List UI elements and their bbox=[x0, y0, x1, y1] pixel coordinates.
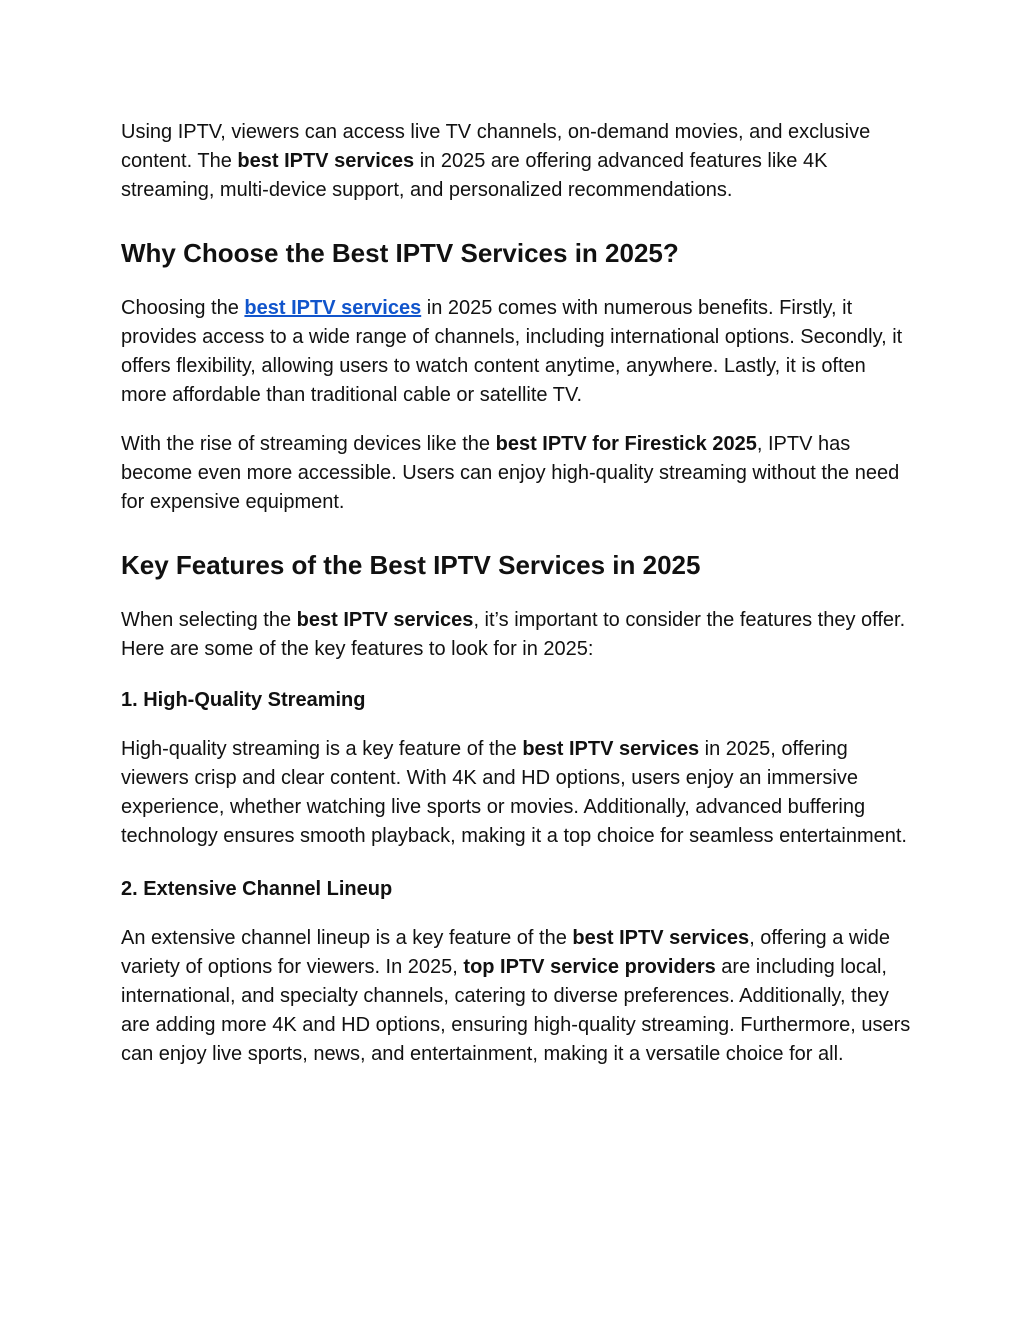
why-paragraph-1 bbox=[121, 294, 911, 410]
why-p1-text-2: in 2025 comes with numerous benefits. Firstly, it provides access to a wide range of channels, including international options. Secondly, it offers flexibility, allowing users to watch content anytime, anywhere. Lastly, it is often more affordable than traditional cable or satellite TV. bbox=[121, 297, 903, 406]
sub1-bold-text: best IPTV services bbox=[522, 738, 700, 760]
key-features-intro-paragraph bbox=[121, 606, 911, 664]
key-p1-bold-text: best IPTV services bbox=[296, 609, 474, 631]
intro-text-1: Using IPTV, viewers can access live TV channels, on-demand movies, and exclusive content. The bbox=[121, 121, 871, 172]
key-p1-text-2: , it’s important to consider the features they offer. Here are some of the key features to look for in 2025: bbox=[121, 609, 906, 660]
best-iptv-services-link[interactable]: best IPTV services bbox=[244, 297, 422, 319]
key-p1-text-1: When selecting the bbox=[121, 609, 297, 631]
intro-text-2: in 2025 are offering advanced features like 4K streaming, multi-device support, and personalized recommendations. bbox=[121, 150, 828, 201]
sub2-bold-text-2: top IPTV service providers bbox=[463, 956, 716, 978]
sub2-text-2: , offering a wide variety of options for viewers. In 2025, bbox=[121, 927, 891, 978]
sub1-text-1: High-quality streaming is a key feature of the bbox=[121, 738, 523, 760]
subheading-extensive-channel-lineup: 2. Extensive Channel Lineup bbox=[121, 878, 393, 900]
document-page bbox=[121, 118, 911, 1069]
why-p2-text-1: With the rise of streaming devices like the bbox=[121, 433, 496, 455]
why-paragraph-2 bbox=[121, 430, 911, 517]
high-quality-streaming-paragraph bbox=[121, 735, 911, 851]
subheading-high-quality-streaming: 1. High-Quality Streaming bbox=[121, 689, 366, 711]
sub2-text-3: are including local, international, and specialty channels, catering to diverse preferences. Additionally, they are adding more 4K and HD options, ensuring high-quality streaming. Furthermore, users can enjoy live sports, news, and entertainment, making it a versatile choice for all. bbox=[121, 956, 911, 1065]
section-heading-key-features: Key Features of the Best IPTV Services in 2025 bbox=[121, 550, 701, 580]
sub2-bold-text-1: best IPTV services bbox=[572, 927, 750, 949]
why-p1-text-1: Choosing the bbox=[121, 297, 245, 319]
why-p2-bold-text: best IPTV for Firestick 2025 bbox=[495, 433, 757, 455]
intro-paragraph bbox=[121, 118, 911, 205]
extensive-channel-lineup-paragraph bbox=[121, 924, 911, 1069]
sub2-text-1: An extensive channel lineup is a key feature of the bbox=[121, 927, 573, 949]
why-p2-text-2: , IPTV has become even more accessible. Users can enjoy high-quality streaming without the need for expensive equipment. bbox=[121, 433, 900, 513]
section-heading-why-choose: Why Choose the Best IPTV Services in 2025? bbox=[121, 238, 679, 268]
intro-bold-text: best IPTV services bbox=[237, 150, 415, 172]
sub1-text-2: in 2025, offering viewers crisp and clear content. With 4K and HD options, users enjoy an immersive experience, whether watching live sports or movies. Additionally, advanced buffering technology ensures smooth playback, making it a top choice for seamless entertainment. bbox=[121, 738, 907, 847]
